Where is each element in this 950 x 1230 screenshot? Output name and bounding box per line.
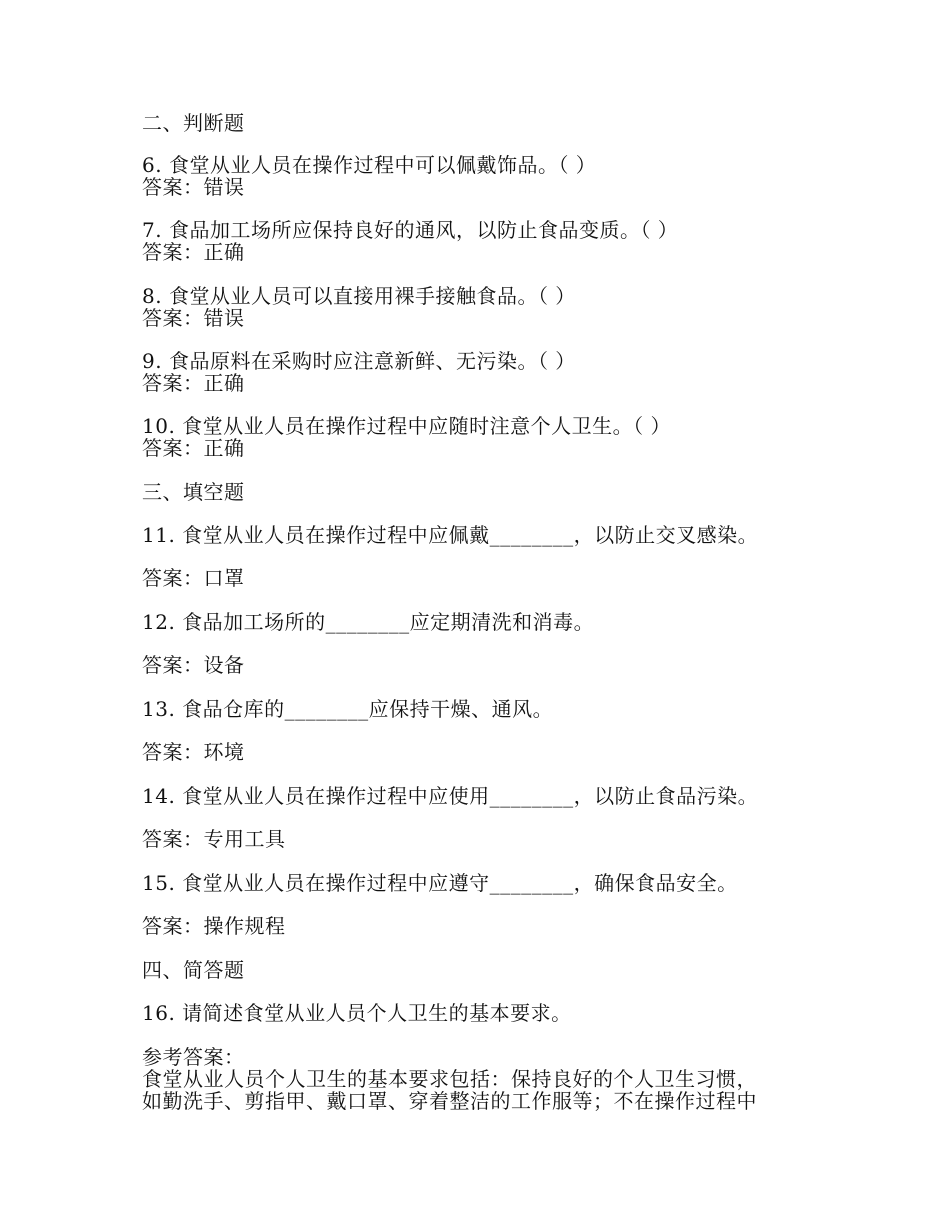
reference-answer-label: 参考答案：	[142, 1045, 245, 1069]
reference-answer-line-1: 食堂从业人员个人卫生的基本要求包括：保持良好的个人卫生习惯，	[142, 1067, 757, 1091]
document-page	[142, 0, 822, 1230]
section-heading-short: 四、简答题	[142, 958, 245, 982]
judge-answer-10: 答案：正确	[142, 436, 245, 460]
judge-answer-7: 答案：正确	[142, 240, 245, 264]
section-heading-judge: 二、判断题	[142, 111, 245, 135]
reference-answer-line-2: 如勤洗手、剪指甲、戴口罩、穿着整洁的工作服等；不在操作过程中	[142, 1089, 757, 1113]
judge-answer-6: 答案：错误	[142, 175, 245, 199]
fill-answer-11: 答案：口罩	[142, 566, 245, 590]
judge-question-7: 7. 食品加工场所应保持良好的通风，以防止食品变质。（ ）	[142, 218, 679, 242]
fill-answer-15: 答案：操作规程	[142, 914, 286, 938]
fill-answer-12: 答案：设备	[142, 653, 245, 677]
fill-question-15: 15. 食堂从业人员在操作过程中应遵守________，确保食品安全。	[142, 871, 738, 895]
section-heading-fill: 三、填空题	[142, 480, 245, 504]
judge-question-9: 9. 食品原料在采购时应注意新鲜、无污染。（ ）	[142, 349, 576, 373]
fill-answer-13: 答案：环境	[142, 740, 245, 764]
judge-question-10: 10. 食堂从业人员在操作过程中应随时注意个人卫生。（ ）	[142, 414, 672, 438]
fill-question-11: 11. 食堂从业人员在操作过程中应佩戴________，以防止交叉感染。	[142, 523, 759, 547]
judge-answer-9: 答案：正确	[142, 371, 245, 395]
fill-answer-14: 答案：专用工具	[142, 827, 286, 851]
fill-question-14: 14. 食堂从业人员在操作过程中应使用________，以防止食品污染。	[142, 784, 759, 808]
judge-question-6: 6. 食堂从业人员在操作过程中可以佩戴饰品。（ ）	[142, 153, 597, 177]
judge-question-8: 8. 食堂从业人员可以直接用裸手接触食品。（ ）	[142, 284, 576, 308]
fill-question-12: 12. 食品加工场所的________应定期清洗和消毒。	[142, 610, 595, 634]
short-question-16: 16. 请简述食堂从业人员个人卫生的基本要求。	[142, 1001, 572, 1025]
judge-answer-8: 答案：错误	[142, 306, 245, 330]
fill-question-13: 13. 食品仓库的________应保持干燥、通风。	[142, 697, 554, 721]
